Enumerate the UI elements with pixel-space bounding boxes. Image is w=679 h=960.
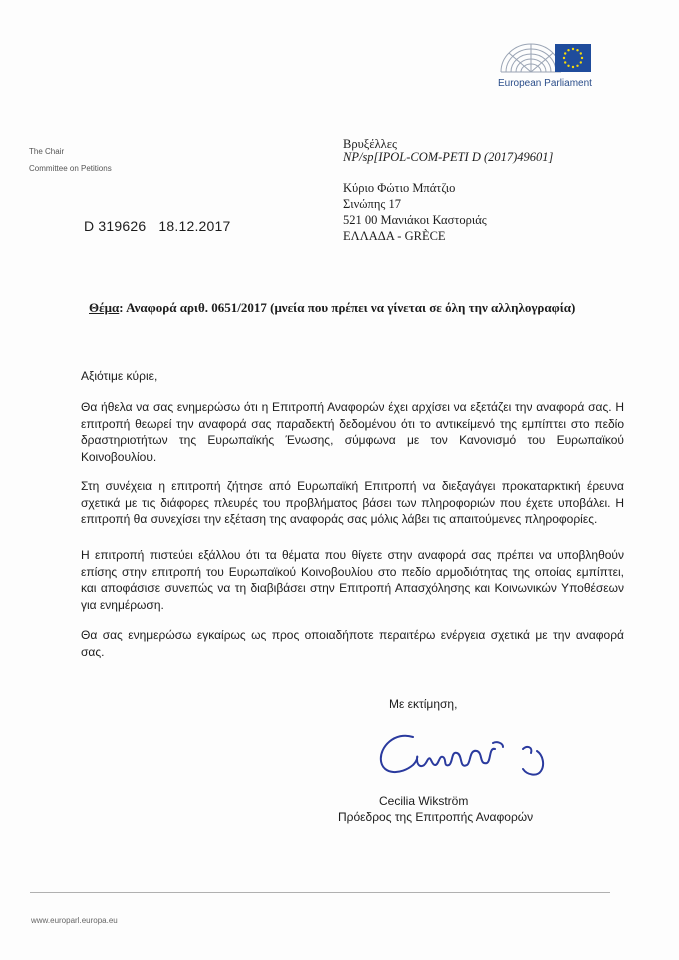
recipient-address [343,180,487,244]
recipient-name: Κύριο Φώτιο Μπάτζιο [343,181,456,195]
body-paragraph-3: Η επιτροπή πιστεύει εξάλλου ότι τα θέματα που θίγετε στην αναφορά σας πρέπει να υποβληθούν επίσης στην επιτροπή του Ευρωπαϊκού Κοινοβουλίου στο πεδίο αρμοδιότητας της οποίας εμπίπτει, και αποφάσισε συνεπώς να τη διαβιβάσει στην Επιτροπή Απασχόλησης και Κοινωνικών Υποθέσεων για ενημέρωση. [81,548,624,612]
recipient-street: Σινώπης 17 [343,197,401,211]
subject-text: : Αναφορά αριθ. 0651/2017 (μνεία που πρέπει να γίνεται σε όλη την αλληλογραφία) [119,300,576,315]
hemicycle-icon [501,44,561,72]
recipient-country: ΕΛΛΑΔΑ - GRÈCE [343,229,446,243]
document-number: D 319626 [84,218,147,234]
salutation: Αξιότιμε κύριε, [81,369,158,383]
closing-greeting: Με εκτίμηση, [389,697,458,711]
footer-url: www.europarl.europa.eu [31,916,118,925]
document-stamp [84,218,239,234]
letter-reference: NP/sp[IPOL-COM-PETI D (2017)49601] [343,150,554,164]
handwritten-signature [373,725,558,785]
signer-name: Cecilia Wikström [379,794,469,808]
sender-committee: Committee on Petitions [29,164,112,173]
body-paragraph-2: Στη συνέχεια η επιτροπή ζήτησε από Ευρωπαϊκή Επιτροπή να διεξαγάγει προκαταρκτική έρευνα σχετικά με τις διάφορες πλευρές του προβλήματος βάσει των πληροφοριών που έχετε υποβάλει. Η επιτροπή θα συνεχίσει την εξέταση της αναφοράς σας μόλις λάβει τις απαιτούμενες πληροφορίες. [81,479,624,526]
body-paragraph-1: Θα ήθελα να σας ενημερώσω ότι η Επιτροπή Αναφορών έχει αρχίσει να εξετάζει την αναφορά σας. Η επιτροπή θεωρεί την αναφορά σας παραδεκτή δεδομένου ότι το αντικείμενό της εμπίπτει στο πεδίο δραστηριοτήτων της Ευρωπαϊκής Ένωσης, σύμφωνα με τον Κανονισμό του Ευρωπαϊκού Κοινοβουλίου. [81,400,624,464]
recipient-city: 521 00 Μανιάκοι Καστοριάς [343,213,487,227]
logo-caption: European Parliament [498,78,592,89]
document-date: 18.12.2017 [158,218,231,234]
body-paragraph-4: Θα σας ενημερώσω εγκαίρως ως προς οποιαδήποτε περαιτέρω ενέργεια σχετικά με την αναφορά σας. [81,628,624,659]
sender-info [29,143,112,177]
sender-role: The Chair [29,147,65,156]
footer-divider [30,892,610,893]
signer-title: Πρόεδρος της Επιτροπής Αναφορών [338,810,534,824]
subject-label: Θέμα [89,300,120,315]
letter-place: Βρυξέλλες [343,137,397,151]
subject-line [89,300,575,316]
